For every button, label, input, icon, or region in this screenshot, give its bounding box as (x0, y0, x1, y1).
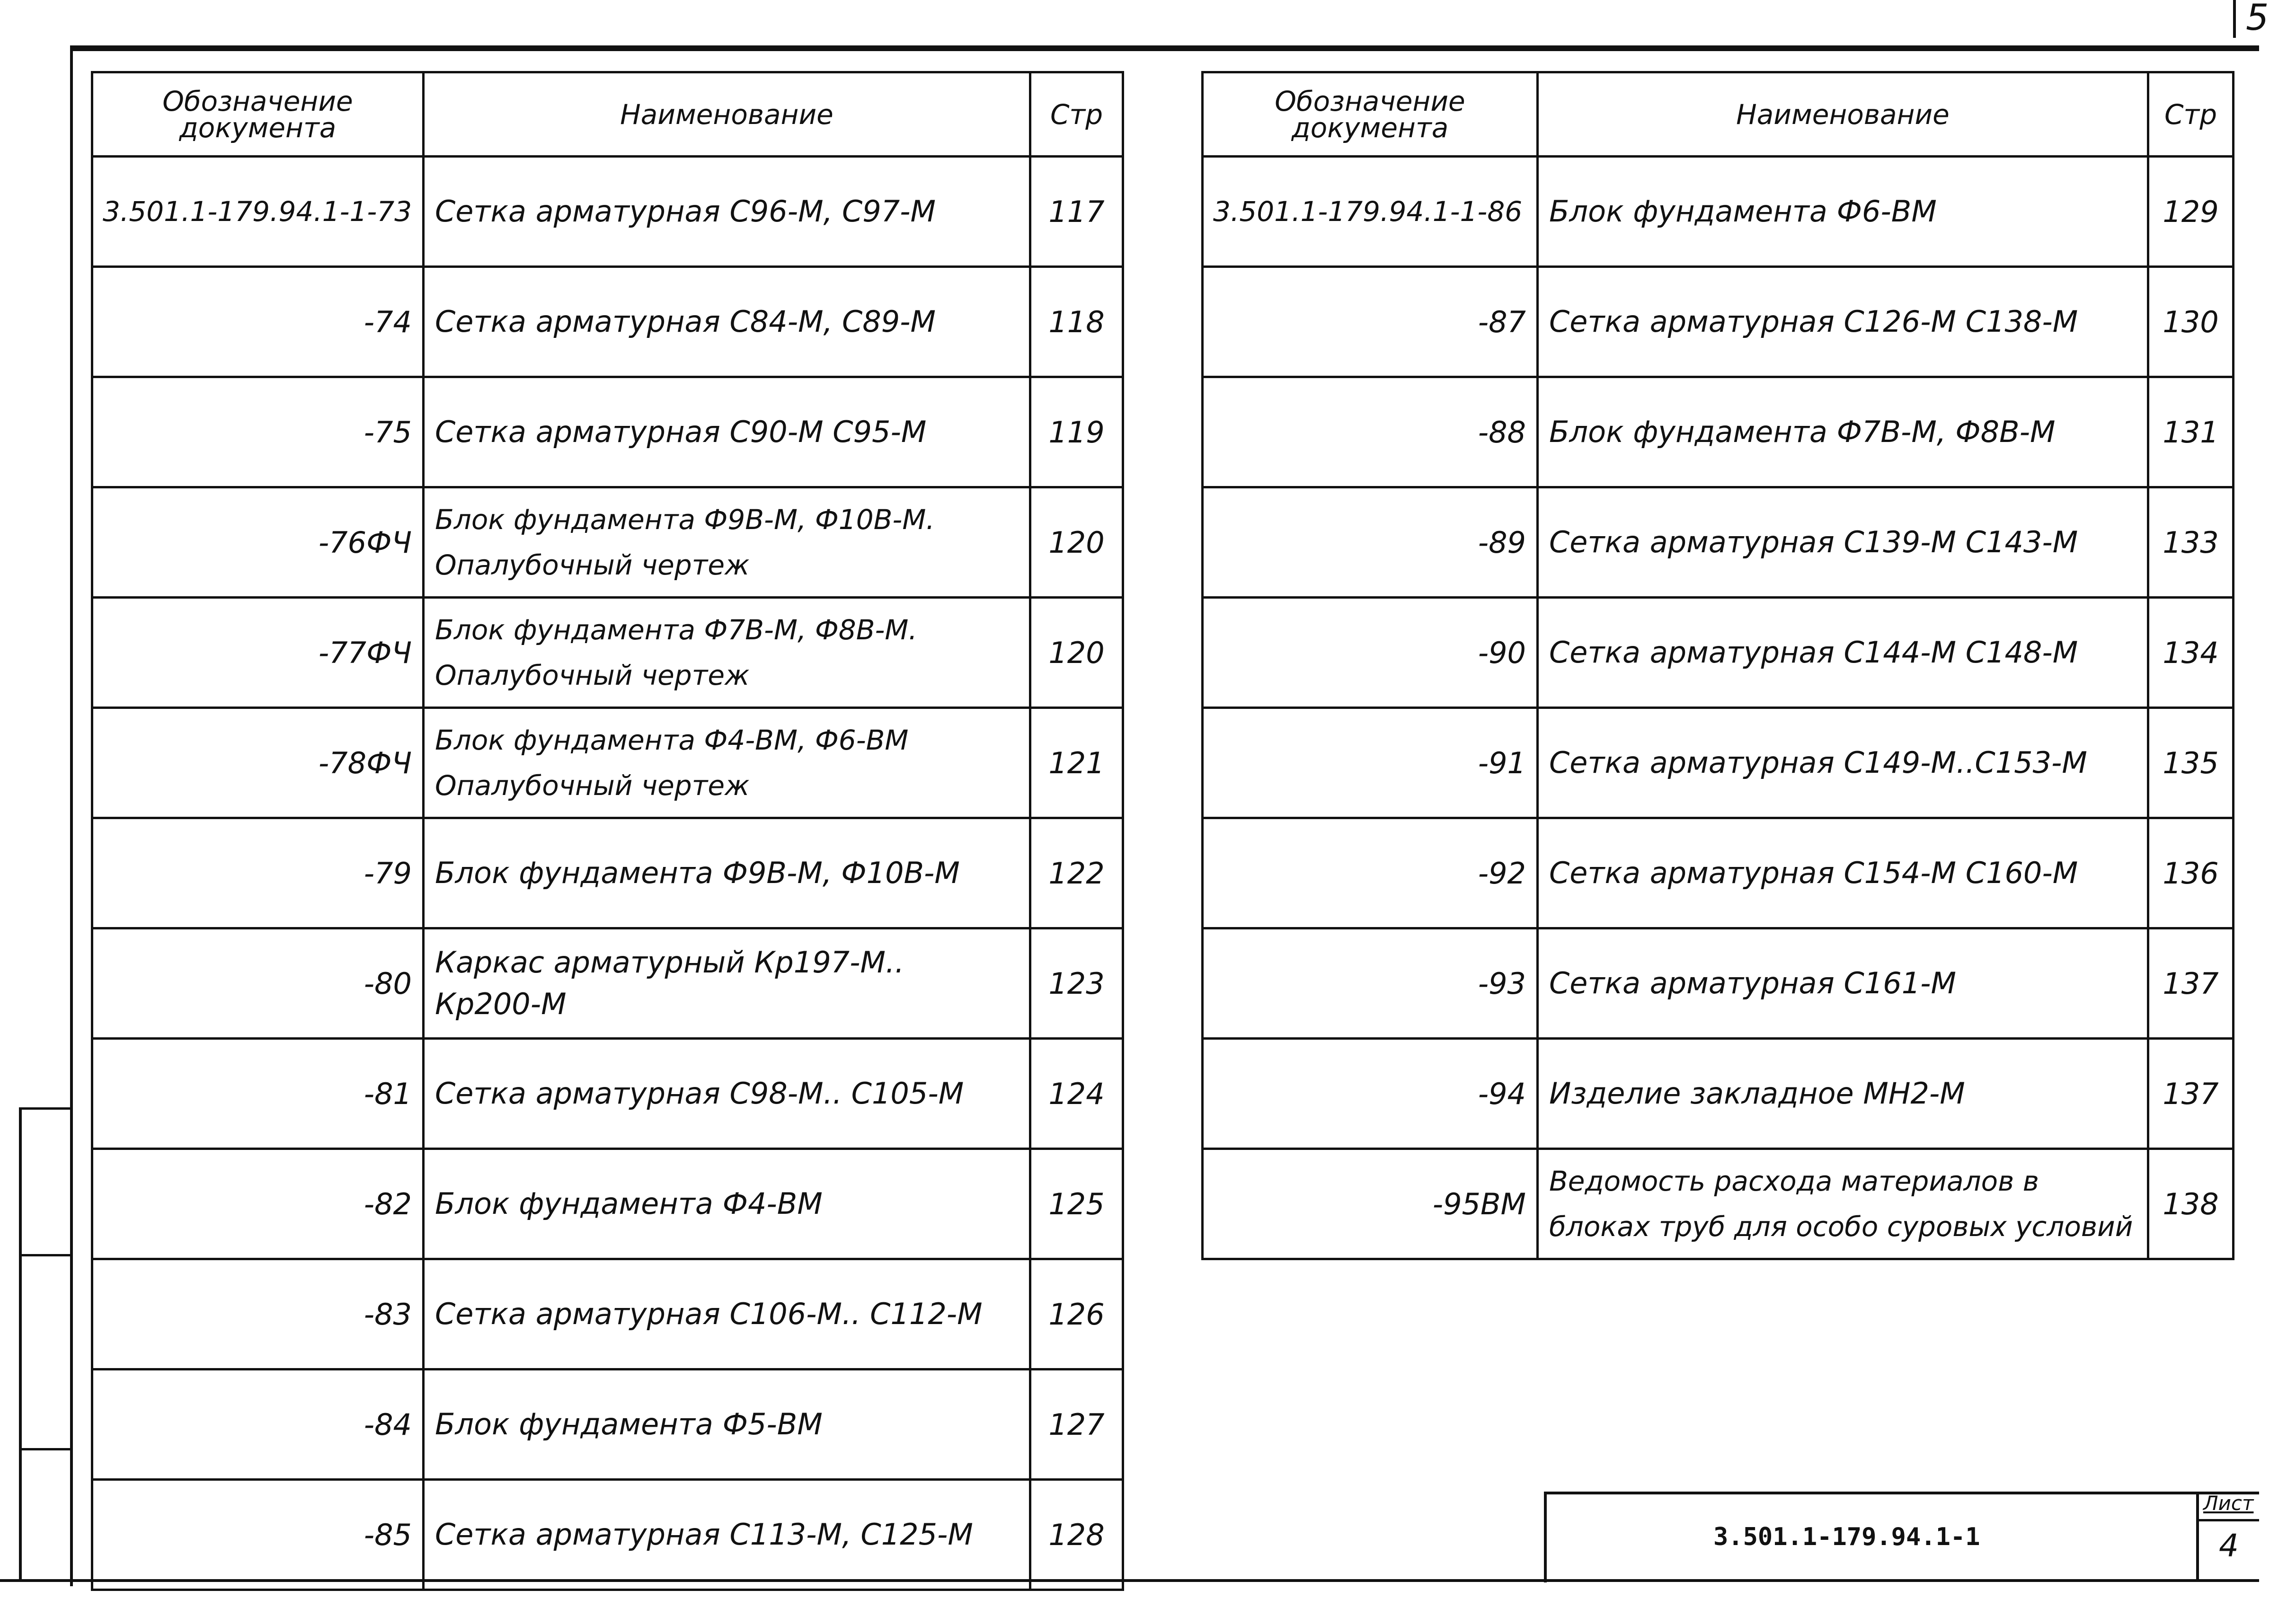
row-name: Блок фундамента Ф4-ВМ (424, 1149, 1030, 1259)
row-page: 117 (1030, 157, 1123, 267)
table-row (92, 1480, 1123, 1590)
row-code: -76ФЧ (92, 487, 424, 598)
row-name: Сетка арматурная С139-М С143-М (1538, 487, 2148, 598)
row-name: Сетка арматурная С161-М (1538, 928, 2148, 1039)
row-name: Сетка арматурная С90-М С95-М (424, 377, 1030, 487)
left-header-page: Стр (1030, 72, 1123, 157)
row-name: Блок фундамента Ф9В-М, Ф10В-М. Опалубочный чертеж (424, 487, 1030, 598)
row-page: 137 (2148, 928, 2234, 1039)
row-name: Сетка арматурная С154-М С160-М (1538, 818, 2148, 928)
left-header-designation: Обозначение документа (92, 72, 424, 157)
row-code: -94 (1203, 1039, 1538, 1149)
row-name: Ведомость расхода материалов в блоках труб для особо суровых условий (1538, 1149, 2148, 1259)
row-page: 120 (1030, 598, 1123, 708)
row-name: Блок фундамента Ф7В-М, Ф8В-М. Опалубочный чертеж (424, 598, 1030, 708)
table-row (1203, 157, 2234, 267)
row-code: -75 (92, 377, 424, 487)
row-code: -93 (1203, 928, 1538, 1039)
row-code: -83 (92, 1259, 424, 1369)
table-row (92, 487, 1123, 598)
table-row (1203, 1149, 2234, 1259)
table-row (92, 708, 1123, 818)
row-name: Блок фундамента Ф4-ВМ, Ф6-ВМ Опалубочный чертеж (424, 708, 1030, 818)
table-row (1203, 708, 2234, 818)
row-page: 125 (1030, 1149, 1123, 1259)
table-row (1203, 598, 2234, 708)
left-table-header (92, 72, 1123, 157)
row-page: 128 (1030, 1480, 1123, 1590)
row-code: -82 (92, 1149, 424, 1259)
row-name: Каркас арматурный Кр197-М.. Кр200-М (424, 928, 1030, 1039)
left-contents-table (91, 71, 1124, 1591)
table-row (92, 928, 1123, 1039)
row-code: -78ФЧ (92, 708, 424, 818)
row-name: Сетка арматурная С84-М, С89-М (424, 267, 1030, 377)
row-page: 120 (1030, 487, 1123, 598)
row-name: Блок фундамента Ф6-ВМ (1538, 157, 2148, 267)
row-code: -81 (92, 1039, 424, 1149)
table-row (92, 818, 1123, 928)
row-code: -88 (1203, 377, 1538, 487)
row-page: 118 (1030, 267, 1123, 377)
row-name: Сетка арматурная С126-М С138-М (1538, 267, 2148, 377)
row-code: -90 (1203, 598, 1538, 708)
right-contents-table (1201, 71, 2234, 1260)
right-header-page: Стр (2148, 72, 2234, 157)
stamp-sheet-divider (2196, 1492, 2199, 1581)
stamp-document-code: 3.501.1-179.94.1-1 (1713, 1523, 1980, 1551)
table-row (92, 1259, 1123, 1369)
page-number-divider (2233, 0, 2236, 38)
margin-line-4 (19, 1448, 70, 1450)
table-row (92, 377, 1123, 487)
row-code: -74 (92, 267, 424, 377)
row-page: 134 (2148, 598, 2234, 708)
row-code: -92 (1203, 818, 1538, 928)
table-row (1203, 1039, 2234, 1149)
row-name: Сетка арматурная С113-М, С125-М (424, 1480, 1030, 1590)
table-row (1203, 377, 2234, 487)
margin-line-2 (19, 1107, 70, 1110)
row-page: 127 (1030, 1369, 1123, 1480)
stamp-sheet-number: 4 (2219, 1528, 2239, 1564)
row-code: -84 (92, 1369, 424, 1480)
row-code: 3.501.1-179.94.1-1-86 (1203, 157, 1538, 267)
row-name: Сетка арматурная С149-М..С153-М (1538, 708, 2148, 818)
row-code: -77ФЧ (92, 598, 424, 708)
row-name: Сетка арматурная С96-М, С97-М (424, 157, 1030, 267)
row-code: -85 (92, 1480, 424, 1590)
row-page: 124 (1030, 1039, 1123, 1149)
table-row (1203, 487, 2234, 598)
table-row (92, 1369, 1123, 1480)
margin-line-3 (19, 1254, 70, 1256)
left-header-name: Наименование (424, 72, 1030, 157)
stamp-sheet-label-line (2196, 1519, 2259, 1521)
row-page: 130 (2148, 267, 2234, 377)
table-row (1203, 267, 2234, 377)
row-code: -95ВМ (1203, 1149, 1538, 1259)
table-row (92, 598, 1123, 708)
row-page: 121 (1030, 708, 1123, 818)
table-row (92, 1149, 1123, 1259)
table-row (92, 267, 1123, 377)
row-code: -89 (1203, 487, 1538, 598)
row-page: 138 (2148, 1149, 2234, 1259)
row-page: 133 (2148, 487, 2234, 598)
row-page: 135 (2148, 708, 2234, 818)
table-row (92, 157, 1123, 267)
row-code: -79 (92, 818, 424, 928)
row-name: Блок фундамента Ф9В-М, Ф10В-М (424, 818, 1030, 928)
row-name: Блок фундамента Ф7В-М, Ф8В-М (1538, 377, 2148, 487)
margin-line-1 (19, 1107, 22, 1581)
row-code: 3.501.1-179.94.1-1-73 (92, 157, 424, 267)
row-name: Блок фундамента Ф5-ВМ (424, 1369, 1030, 1480)
row-code: -87 (1203, 267, 1538, 377)
row-name: Сетка арматурная С98-М.. С105-М (424, 1039, 1030, 1149)
row-page: 119 (1030, 377, 1123, 487)
row-page: 137 (2148, 1039, 2234, 1149)
row-page: 129 (2148, 157, 2234, 267)
right-table-header (1203, 72, 2234, 157)
row-name: Сетка арматурная С144-М С148-М (1538, 598, 2148, 708)
row-name: Изделие закладное МН2-М (1538, 1039, 2148, 1149)
row-page: 122 (1030, 818, 1123, 928)
row-page: 136 (2148, 818, 2234, 928)
row-code: -91 (1203, 708, 1538, 818)
row-page: 126 (1030, 1259, 1123, 1369)
row-page: 131 (2148, 377, 2234, 487)
row-code: -80 (92, 928, 424, 1039)
page-number: 5 (2246, 0, 2269, 38)
table-row (1203, 818, 2234, 928)
frame-top-line (70, 45, 2259, 48)
row-name: Сетка арматурная С106-М.. С112-М (424, 1259, 1030, 1369)
table-row (1203, 928, 2234, 1039)
table-row (92, 1039, 1123, 1149)
right-header-name: Наименование (1538, 72, 2148, 157)
stamp-sheet-label: Лист (2203, 1492, 2254, 1515)
right-header-designation: Обозначение документа (1203, 72, 1538, 157)
row-page: 123 (1030, 928, 1123, 1039)
